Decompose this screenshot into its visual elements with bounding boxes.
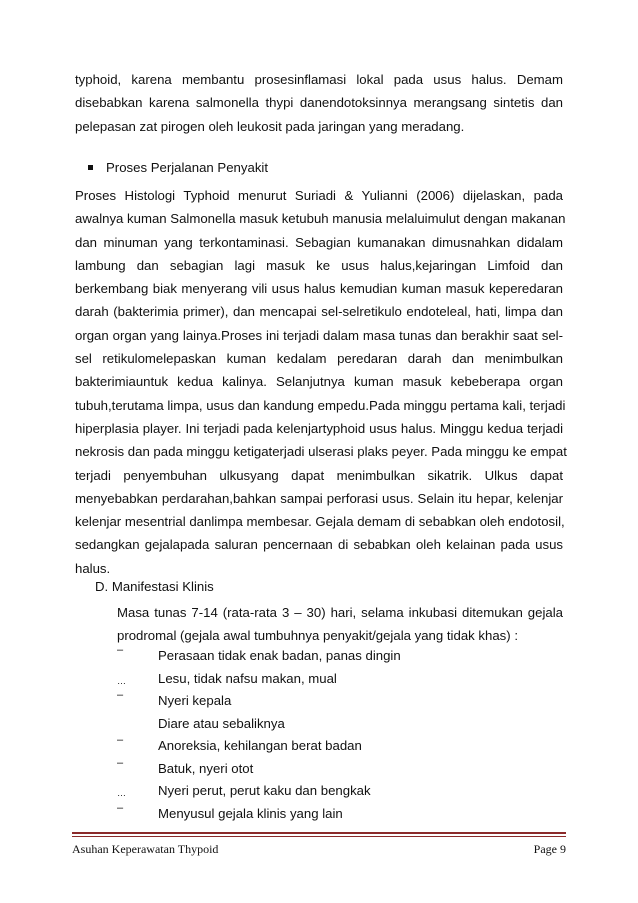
symptom-item <box>117 780 567 803</box>
symptom-item <box>117 668 567 691</box>
section-heading: D. Manifestasi Klinis <box>95 579 214 594</box>
symptom-text: Lesu, tidak nafsu makan, mual <box>158 670 337 686</box>
text-line: prodromal (gejala awal tumbuhnya penyakit/gejala yang tidak khas) : <box>117 628 518 644</box>
dash-marker-icon: – <box>117 644 124 656</box>
text-line: pelepasan zat pirogen oleh leukosit pada jaringan yang meradang. <box>75 118 465 134</box>
symptom-text: Anoreksia, kehilangan berat badan <box>158 738 362 753</box>
dash-marker-icon: – <box>117 734 124 746</box>
text-line: Masa tunas 7-14 (rata-rata 3 – 30) hari, selama inkubasi ditemukan gejala <box>117 605 563 620</box>
text-line: awalnya kuman Salmonella masuk ketubuh manusia melaluimulut dengan makanan <box>75 211 566 227</box>
footer-rule-thin <box>72 836 566 837</box>
symptom-text: Diare atau sebaliknya <box>158 715 285 731</box>
symptom-text: Batuk, nyeri otot <box>158 760 254 776</box>
symptom-text: Perasaan tidak enak badan, panas dingin <box>158 648 401 663</box>
text-line: typhoid, karena membantu prosesinflamasi lokal pada usus halus. Demam <box>75 72 563 87</box>
symptom-text: Menyusul gejala klinis yang lain <box>158 805 343 821</box>
text-line: kelenjar mesentrial danlimpa membesar. Gejala demam di sebabkan oleh endotosil, <box>75 514 565 530</box>
dash-marker-icon: – <box>117 689 124 701</box>
text-line: organ organ yang lainya.Proses ini terjadi dalam masa tunas dan berakhir saat sel- <box>75 327 563 343</box>
square-bullet-icon <box>88 165 93 170</box>
bullet-heading <box>88 160 268 175</box>
symptom-list <box>117 645 567 825</box>
symptom-text: Nyeri perut, perut kaku dan bengkak <box>158 783 371 798</box>
text-line: hiperplasia player. Ini terjadi pada kelenjartyphoid usus halus. Minggu kedua terjadi <box>75 420 563 436</box>
symptom-item <box>117 713 567 736</box>
text-line: lambung dan sebagian lagi masuk ke usus halus,kejaringan Limfoid dan <box>75 257 563 273</box>
bullet-heading-text: Proses Perjalanan Penyakit <box>106 160 269 175</box>
footer-rule <box>72 832 566 834</box>
text-line: dan minuman yang terkontaminasi. Sebagian kumanakan dimusnahkan didalam <box>75 234 563 250</box>
text-line: disebabkan karena salmonella thypi danendotoksinnya merangsang sintetis dan <box>75 95 563 111</box>
text-line: darah (bakterimia primer), dan mencapai sel-selretikulo endoteleal, hati, limpa dan <box>75 304 563 320</box>
pathophysiology-paragraph <box>75 184 567 580</box>
symptom-item <box>117 690 567 713</box>
symptom-text: Nyeri kepala <box>158 693 232 708</box>
text-line: nekrosis dan pada minggu ketigaterjadi ulserasi plaks peyer. Pada minggu ke empat <box>75 444 567 460</box>
text-line: halus. <box>75 560 111 576</box>
text-line: bakterimiauntuk kedua kalinya. Selanjutnya kuman masuk kebeberapa organ <box>75 374 563 390</box>
text-line: berkembang biak menyerang vili usus halus kemudian kuman masuk keperedaran <box>75 281 563 297</box>
dash-marker-icon: – <box>117 756 124 769</box>
text-line: sedangkan gejalapada saluran pencernaan di sebabkan oleh kelainan pada usus <box>75 537 563 553</box>
symptom-item <box>117 735 567 758</box>
intro-paragraph <box>75 68 563 138</box>
text-line: menyebabkan perdarahan,bahkan sampai perforasi usus. Selain itu hepar, kelenjar <box>75 490 563 506</box>
incubation-paragraph <box>117 601 563 648</box>
footer-title: Asuhan Keperawatan Thypoid <box>72 842 219 856</box>
dash-marker-icon: … <box>117 675 126 686</box>
dash-marker-icon: … <box>117 788 126 798</box>
text-line: sel retikulomelepaskan kuman kedalam peredaran darah dan menimbulkan <box>75 351 563 367</box>
text-line: tubuh,terutama limpa, usus dan kandung empedu.Pada minggu pertama kali, terjadi <box>75 397 566 413</box>
symptom-item <box>117 803 567 826</box>
symptom-item <box>117 645 567 668</box>
dash-marker-icon: – <box>117 801 124 814</box>
symptom-item <box>117 758 567 781</box>
text-line: Proses Histologi Typhoid menurut Suriadi & Yulianni (2006) dijelaskan, pada <box>75 188 563 203</box>
page-number: Page 9 <box>533 842 566 856</box>
text-line: terjadi penyembuhan ulkusyang dapat menimbulkan sikatrik. Ulkus dapat <box>75 467 563 483</box>
